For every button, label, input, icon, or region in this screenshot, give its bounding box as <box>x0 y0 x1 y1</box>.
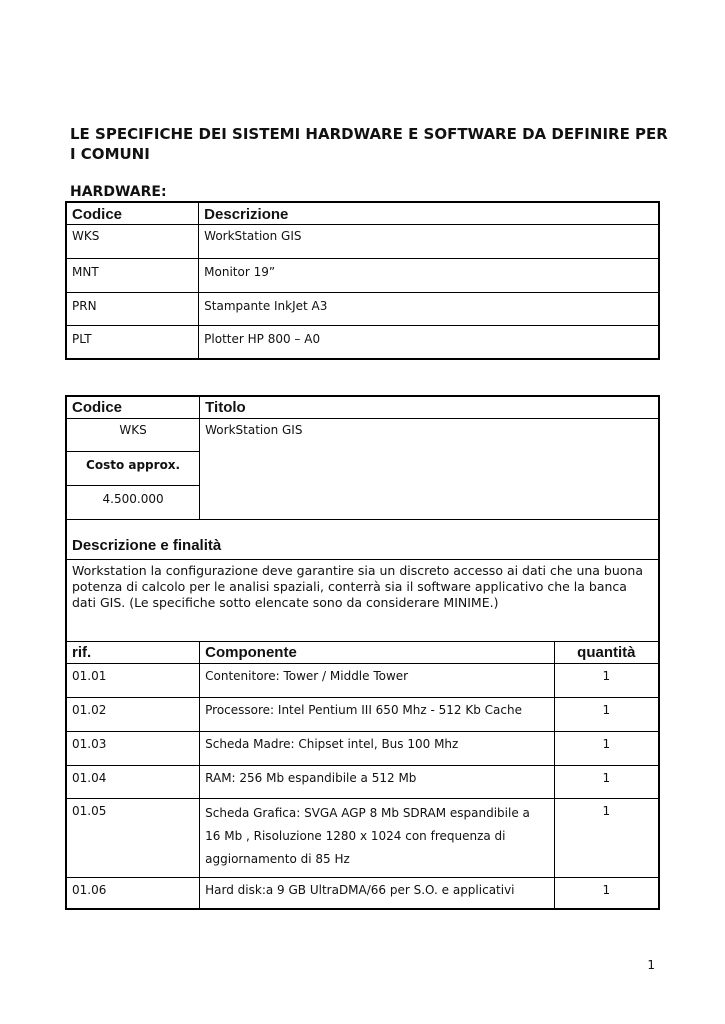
header-titolo: Titolo <box>200 396 659 418</box>
description-text-row <box>66 559 659 641</box>
table-row <box>66 663 659 697</box>
table-row <box>66 798 659 877</box>
component-desc: Scheda Grafica: SVGA AGP 8 Mb SDRAM espandibile a 16 Mb , Risoluzione 1280 x 1024 con frequenza di aggiornamento di 85 Hz <box>200 798 555 877</box>
workstation-title: WorkStation GIS <box>200 418 659 519</box>
table-row <box>66 765 659 798</box>
row-code: WKS <box>66 224 199 258</box>
row-code: MNT <box>66 258 199 292</box>
component-ref: 01.04 <box>66 765 200 798</box>
component-ref: 01.03 <box>66 731 200 765</box>
code-row <box>66 418 659 451</box>
components-header <box>66 641 659 663</box>
workstation-header <box>66 396 659 418</box>
header-descrizione: Descrizione <box>199 202 659 224</box>
component-ref: 01.05 <box>66 798 200 877</box>
header-codice: Codice <box>66 202 199 224</box>
cost-label: Costo approx. <box>66 451 200 485</box>
row-desc: Stampante InkJet A3 <box>199 292 659 325</box>
component-desc: Hard disk:a 9 GB UltraDMA/66 per S.O. e applicativi <box>200 877 555 909</box>
component-qty: 1 <box>554 697 659 731</box>
hardware-table-header <box>66 202 659 224</box>
page-number: 1 <box>647 958 655 972</box>
component-desc: Scheda Madre: Chipset intel, Bus 100 Mhz <box>200 731 555 765</box>
header-quantita: quantità <box>554 641 659 663</box>
description-heading: Descrizione e finalità <box>66 519 659 559</box>
component-ref: 01.01 <box>66 663 200 697</box>
table-row <box>66 292 659 325</box>
header-rif: rif. <box>66 641 200 663</box>
component-qty: 1 <box>554 877 659 909</box>
cost-value: 4.500.000 <box>66 485 200 519</box>
workstation-spec-table <box>65 395 660 910</box>
component-ref: 01.06 <box>66 877 200 909</box>
table-row <box>66 697 659 731</box>
component-qty: 1 <box>554 798 659 877</box>
table-row <box>66 224 659 258</box>
table-row <box>66 325 659 359</box>
component-qty: 1 <box>554 663 659 697</box>
table-row <box>66 877 659 909</box>
row-desc: Monitor 19” <box>199 258 659 292</box>
table-row <box>66 731 659 765</box>
component-desc: Processore: Intel Pentium III 650 Mhz - 512 Kb Cache <box>200 697 555 731</box>
row-code: PRN <box>66 292 199 325</box>
header-codice: Codice <box>66 396 200 418</box>
component-desc: RAM: 256 Mb espandibile a 512 Mb <box>200 765 555 798</box>
table-row <box>66 258 659 292</box>
component-desc: Contenitore: Tower / Middle Tower <box>200 663 555 697</box>
component-qty: 1 <box>554 731 659 765</box>
hardware-section-label: HARDWARE: <box>70 184 167 200</box>
document-title: LE SPECIFICHE DEI SISTEMI HARDWARE E SOFTWARE DA DEFINIRE PER I COMUNI <box>70 125 668 163</box>
description-text: Workstation la configurazione deve garantire sia un discreto accesso ai dati che una buona potenza di calcolo per le analisi spaziali, conterrà sia il software applicativo che la banca dati GIS. (Le specifiche sotto elencate sono da considerare MINIME.) <box>66 559 659 641</box>
description-heading-row <box>66 519 659 559</box>
row-code: PLT <box>66 325 199 359</box>
hardware-table <box>65 201 660 360</box>
row-desc: WorkStation GIS <box>199 224 659 258</box>
row-desc: Plotter HP 800 – A0 <box>199 325 659 359</box>
header-componente: Componente <box>200 641 555 663</box>
component-qty: 1 <box>554 765 659 798</box>
component-ref: 01.02 <box>66 697 200 731</box>
workstation-code: WKS <box>66 418 200 451</box>
